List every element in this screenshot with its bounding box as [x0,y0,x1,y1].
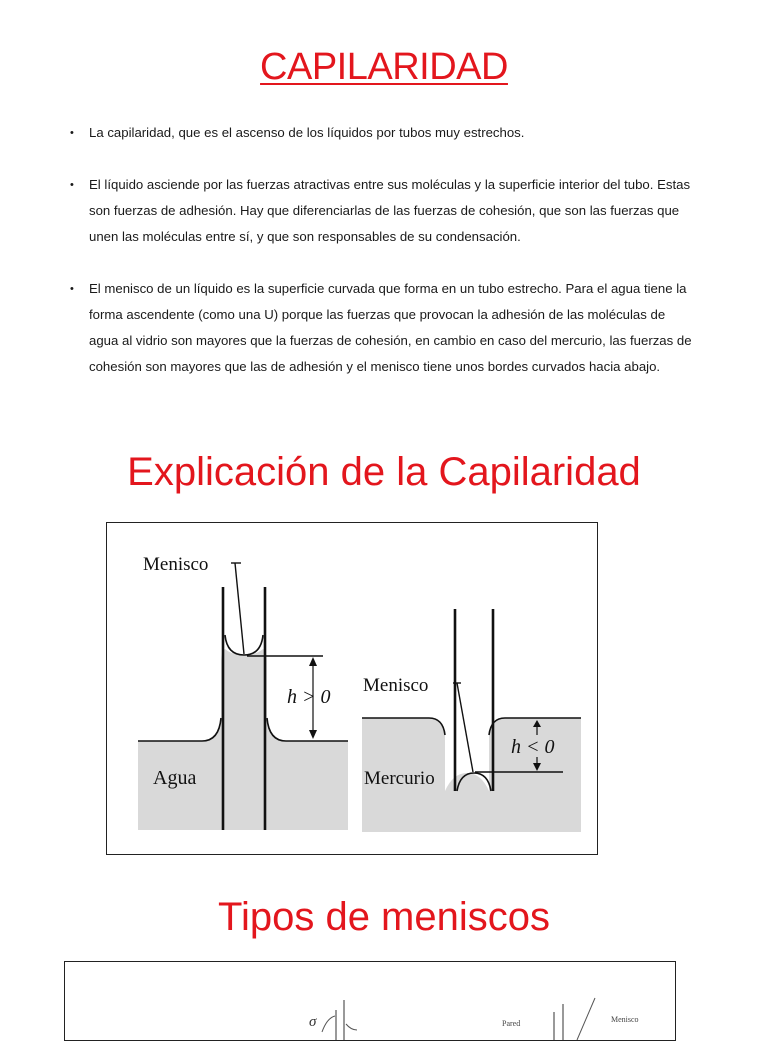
mercury-meniscus-pointer [457,683,473,772]
meniscus-pointer [577,998,595,1040]
water-liquid [138,649,348,830]
sigma-label: σ [309,1014,317,1030]
water-label: Agua [153,767,197,789]
water-height-label: h > 0 [287,686,331,708]
mercury-meniscus-label: Menisco [363,675,429,696]
water-meniscus-pointer [235,563,244,654]
page-title: CAPILARIDAD [260,46,508,88]
water-surface-left [138,718,221,741]
bullet-symbol: • [70,127,74,139]
meniscus-curve [322,1016,335,1032]
water-meniscus-label: Menisco [143,554,209,575]
bullet-text: El menisco de un líquido es la superficie curvada que forma en un tubo estrecho. Para el agua tiene la forma ascendente (como una U) porque las fuerzas que provocan la adhesión de las moléculas de agua al vidrio son mayores que la fuerzas de cohesión, en cambio en caso del mercurio, las fuerzas de cohesión son mayores que las de adhesión y el menisco tiene unos bordes curvados hacia abajo. [89,281,692,374]
mercury-label: Mercurio [364,768,435,789]
menisco-label: Menisco [611,1015,639,1024]
water-surface-right [267,718,348,741]
bullet-symbol: • [70,283,74,295]
capillarity-diagram [107,523,597,854]
section-title-explicacion: Explicación de la Capilaridad [127,450,641,494]
bullet-list [70,120,695,406]
section-title-tipos: Tipos de meniscos [218,895,550,939]
meniscus-types-diagram [65,962,675,1040]
mercury-height-label: h < 0 [511,736,555,758]
bullet-item [70,276,695,380]
meniscus-curve [346,1024,357,1030]
water-height-arrowhead-bottom [309,730,317,739]
bullet-text: El líquido asciende por las fuerzas atractivas entre sus moléculas y la superficie interior del tubo. Estas son fuerzas de adhesión. Hay que diferenciarlas de las fuerzas de cohesión, que son las fuerzas que unen las moléculas entre sí, y que son responsables de su condensación. [89,177,691,244]
bullet-item [70,120,695,146]
meniscus-types-figure [64,961,676,1041]
water-height-arrowhead-top [309,657,317,666]
pared-label: Pared [502,1019,521,1028]
capillarity-figure [106,522,598,855]
bullet-symbol: • [70,179,74,191]
bullet-item [70,172,695,250]
bullet-text: La capilaridad, que es el ascenso de los líquidos por tubos muy estrechos. [89,125,525,140]
